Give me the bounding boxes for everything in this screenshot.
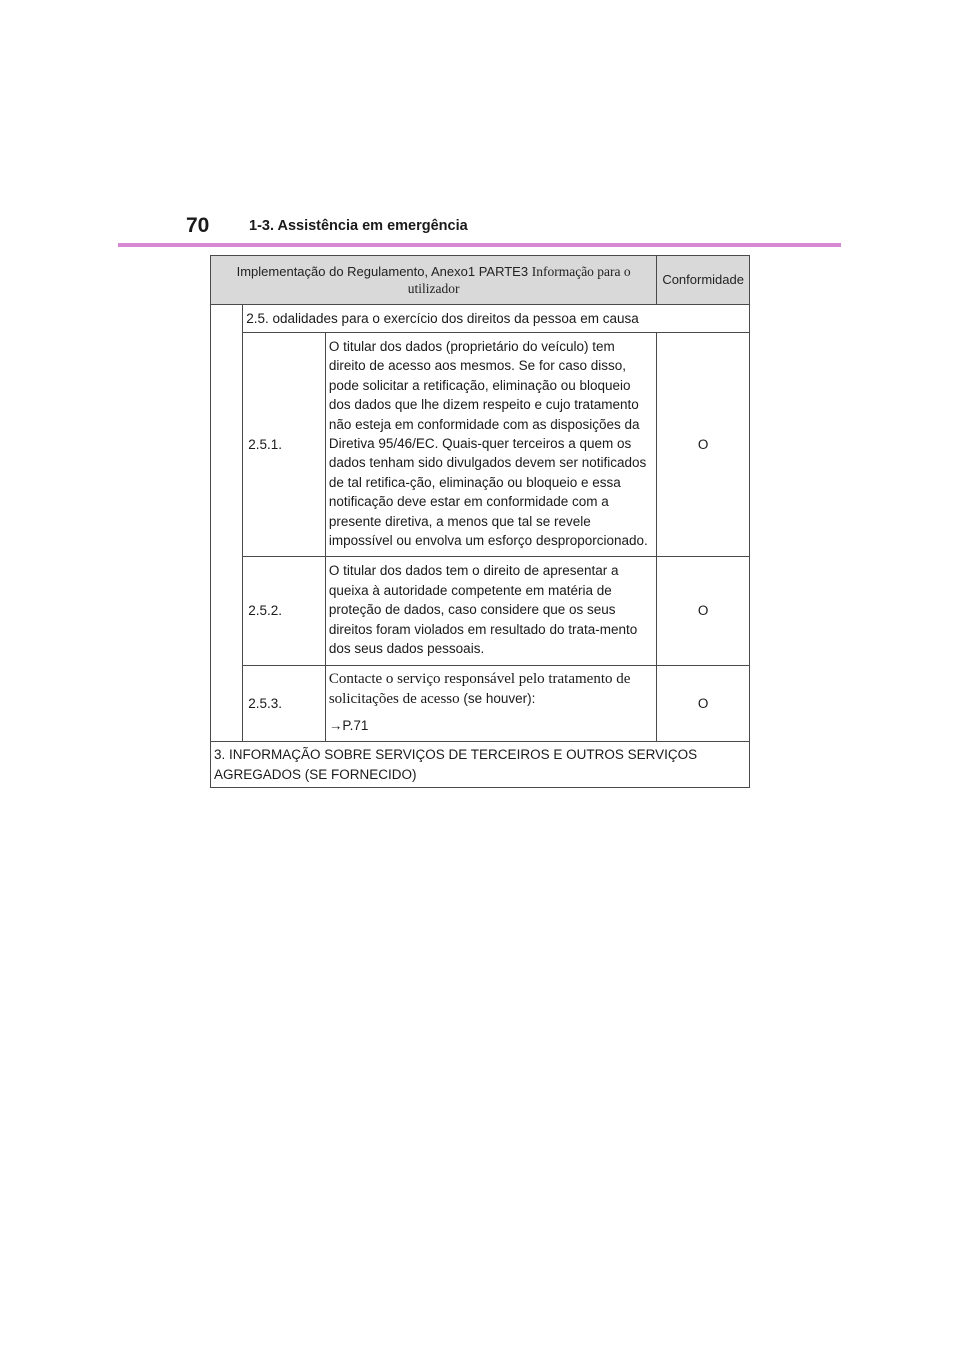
table-header-conformity: Conformidade — [657, 256, 750, 305]
row-number: 2.5.3. — [243, 665, 326, 741]
arrow-right-icon: → — [328, 717, 343, 733]
indent-cell — [211, 305, 243, 742]
section-3-heading: 3. INFORMAÇÃO SOBRE SERVIÇOS DE TERCEIROS E OUTROS SERVIÇOS AGREGADOS (SE FORNECIDO) — [211, 741, 750, 787]
page-reference — [329, 716, 653, 735]
row-description: O titular dos dados tem o direito de apresentar a queixa à autoridade competente em matéria de proteção de dados, caso considere que os seus direitos foram violados em resultado do trata-mento dos seus dados pessoais. — [325, 557, 656, 665]
access-requests-suffix: (se houver): — [459, 690, 536, 706]
table-row — [211, 665, 750, 741]
table-row — [211, 305, 750, 333]
access-requests-text: Contacte o serviço responsável pelo tratamento de solicitações de acesso — [328, 670, 631, 707]
row-number: 2.5.1. — [243, 333, 326, 557]
header-title-sans: Implementação do Regulamento, Anexo1 PARTE3 — [236, 264, 529, 279]
table-header-row — [211, 256, 750, 305]
conformity-mark: O — [657, 665, 750, 741]
header-divider — [118, 243, 841, 247]
table-row — [211, 333, 750, 557]
page-number: 70 — [186, 214, 210, 237]
regulation-table — [210, 255, 750, 788]
page-reference-link[interactable]: P.71 — [342, 717, 369, 733]
section-2-5-heading: 2.5. odalidades para o exercício dos direitos da pessoa em causa — [243, 305, 750, 333]
conformity-mark: O — [657, 557, 750, 665]
table-header-title — [211, 256, 657, 305]
row-description — [325, 665, 656, 741]
table-row — [211, 741, 750, 787]
header-title-serif: Informação para o utilizador — [407, 264, 631, 296]
table-row — [211, 557, 750, 665]
section-title: 1-3. Assistência em emergência — [249, 218, 468, 234]
conformity-mark: O — [657, 333, 750, 557]
row-description: O titular dos dados (proprietário do veículo) tem direito de acesso aos mesmos. Se for caso disso, pode solicitar a retificação, eliminação ou bloqueio dos dados que lhe dizem respeito e cujo tratamento não esteja em conformidade com as disposições da Diretiva 95/46/EC. Quais-quer terceiros a quem os dados tenham sido divulgados devem ser notificados de tal retifica-ção, eliminação ou bloqueio e essa notificação deve estar em conformidade com a presente diretiva, a menos que tal se revele impossível ou envolva um esforço desproporcionado. — [325, 333, 656, 557]
row-number: 2.5.2. — [243, 557, 326, 665]
